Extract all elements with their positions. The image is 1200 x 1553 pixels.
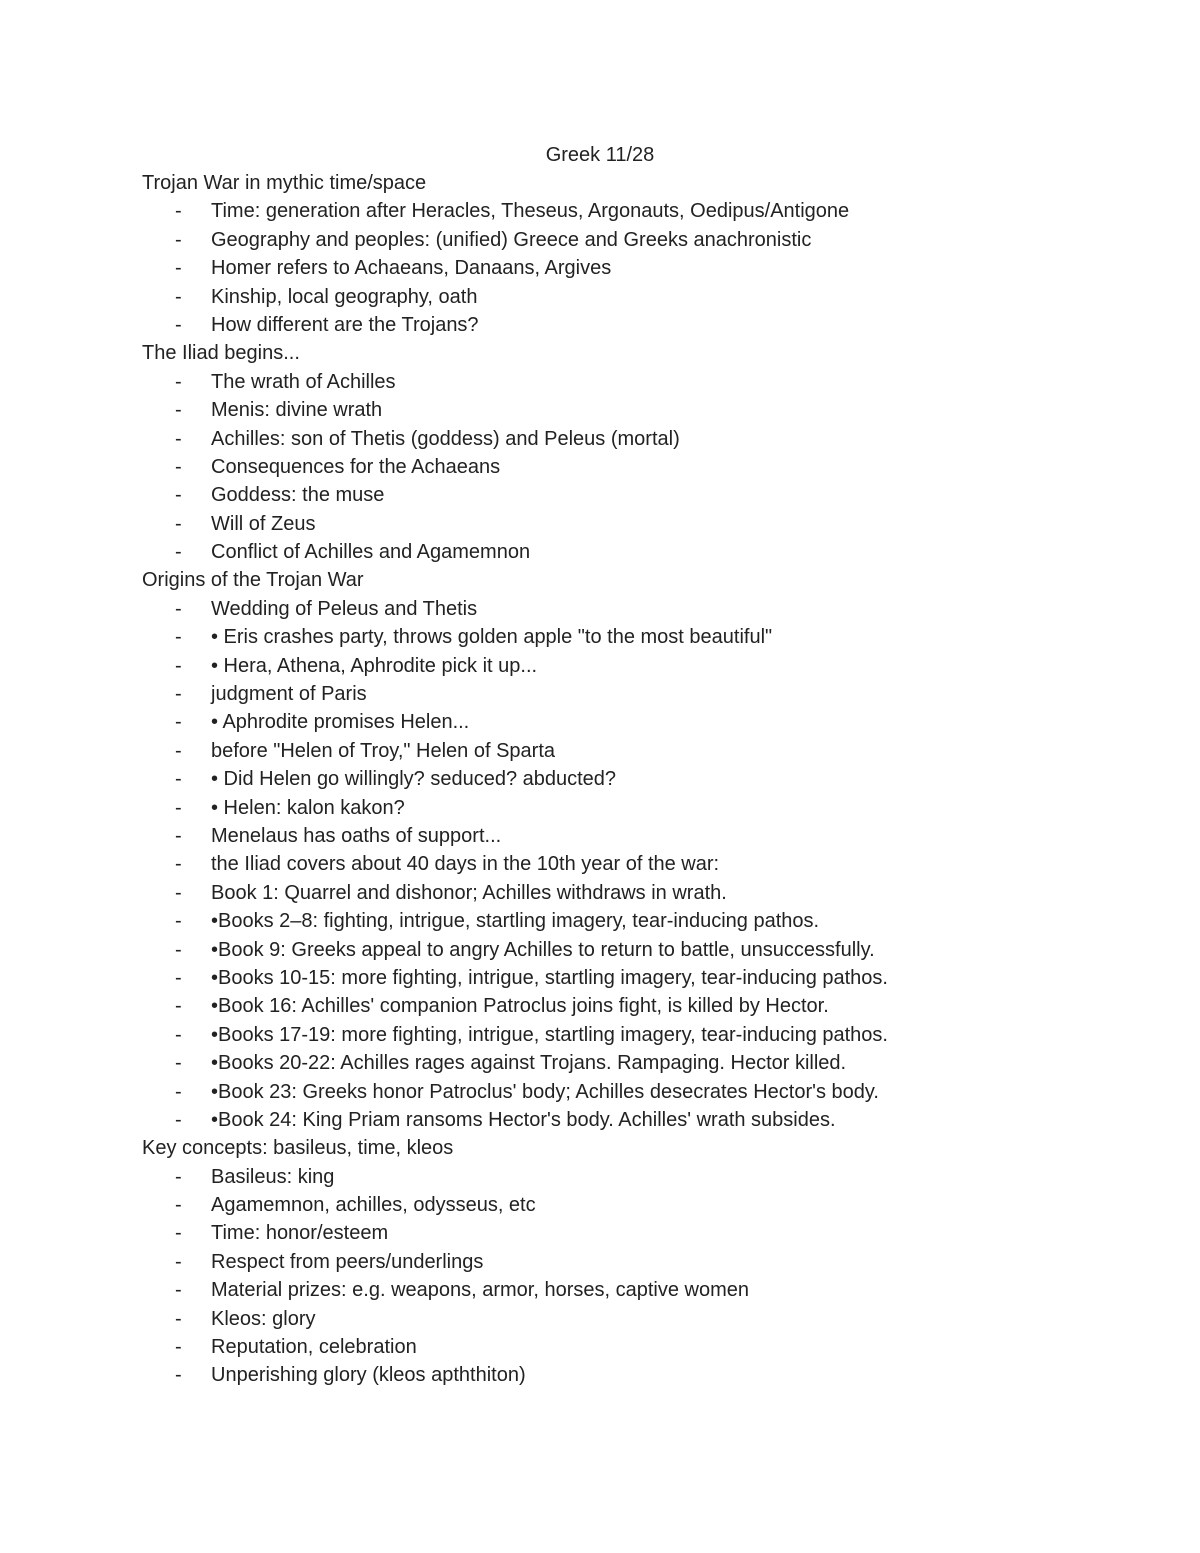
list-item [142, 1021, 1142, 1049]
dash-bullet: - [175, 1052, 182, 1075]
dash-bullet: - [175, 1080, 182, 1103]
list-item [142, 765, 1142, 793]
section-heading: Key concepts: basileus, time, kleos [142, 1137, 454, 1160]
dash-bullet: - [175, 711, 182, 734]
list-item-text: •Book 16: Achilles' companion Patroclus joins fight, is killed by Hector. [211, 995, 829, 1018]
dash-bullet: - [175, 427, 182, 450]
bullet-list [142, 1163, 1142, 1390]
list-item-text: Will of Zeus [211, 512, 316, 535]
list-item [142, 850, 1142, 878]
dash-bullet: - [175, 1250, 182, 1273]
dash-bullet: - [175, 910, 182, 933]
list-item [142, 737, 1142, 765]
list-item [142, 992, 1142, 1020]
list-item-text: Kinship, local geography, oath [211, 285, 478, 308]
dash-bullet: - [175, 1023, 182, 1046]
dash-bullet: - [175, 1307, 182, 1330]
list-item [142, 1219, 1142, 1247]
dash-bullet: - [175, 938, 182, 961]
dash-bullet: - [175, 1194, 182, 1217]
dash-bullet: - [175, 654, 182, 677]
list-item-text: Achilles: son of Thetis (goddess) and Peleus (mortal) [211, 427, 680, 450]
list-item [142, 396, 1142, 424]
list-item [142, 595, 1142, 623]
list-item [142, 822, 1142, 850]
notes-body [142, 169, 1142, 1390]
list-item [142, 680, 1142, 708]
list-item-text: Material prizes: e.g. weapons, armor, horses, captive women [211, 1279, 750, 1302]
list-item-text: Menis: divine wrath [211, 399, 383, 422]
list-item-text: judgment of Paris [211, 683, 367, 706]
list-item-text: •Book 23: Greeks honor Patroclus' body; Achilles desecrates Hector's body. [211, 1080, 879, 1103]
list-item [142, 936, 1142, 964]
dash-bullet: - [175, 1108, 182, 1131]
list-item [142, 226, 1142, 254]
dash-bullet: - [175, 1222, 182, 1245]
dash-bullet: - [175, 228, 182, 251]
list-item [142, 197, 1142, 225]
list-item-text: •Books 10-15: more fighting, intrigue, startling imagery, tear-inducing pathos. [211, 966, 888, 989]
bullet-list [142, 197, 1142, 339]
list-item-text: Kleos: glory [211, 1307, 316, 1330]
list-item-text: Consequences for the Achaeans [211, 455, 501, 478]
list-item [142, 794, 1142, 822]
list-item-text: Time: honor/esteem [211, 1222, 389, 1245]
list-item-text: •Books 17-19: more fighting, intrigue, startling imagery, tear-inducing pathos. [211, 1023, 888, 1046]
list-item-text: the Iliad covers about 40 days in the 10th year of the war: [211, 853, 720, 876]
list-item [142, 1106, 1142, 1134]
list-item-text: Wedding of Peleus and Thetis [211, 597, 478, 620]
dash-bullet: - [175, 683, 182, 706]
list-item-text: • Aphrodite promises Helen... [211, 711, 470, 734]
dash-bullet: - [175, 853, 182, 876]
list-item [142, 1276, 1142, 1304]
list-item [142, 1361, 1142, 1389]
list-item-text: Basileus: king [211, 1165, 335, 1188]
list-item-text: • Eris crashes party, throws golden apple "to the most beautiful" [211, 626, 773, 649]
list-item-text: • Helen: kalon kakon? [211, 796, 405, 819]
list-item-text: How different are the Trojans? [211, 313, 479, 336]
dash-bullet: - [175, 1165, 182, 1188]
list-item [142, 1333, 1142, 1361]
bullet-list [142, 368, 1142, 567]
dash-bullet: - [175, 824, 182, 847]
list-item [142, 510, 1142, 538]
list-item [142, 879, 1142, 907]
dash-bullet: - [175, 257, 182, 280]
list-item [142, 964, 1142, 992]
list-item-text: • Hera, Athena, Aphrodite pick it up... [211, 654, 538, 677]
list-item [142, 623, 1142, 651]
list-item [142, 1049, 1142, 1077]
dash-bullet: - [175, 313, 182, 336]
dash-bullet: - [175, 966, 182, 989]
list-item [142, 1191, 1142, 1219]
list-item [142, 538, 1142, 566]
list-item-text: Respect from peers/underlings [211, 1250, 484, 1273]
list-item [142, 283, 1142, 311]
list-item-text: Unperishing glory (kleos apththiton) [211, 1364, 526, 1387]
dash-bullet: - [175, 455, 182, 478]
section-heading: The Iliad begins... [142, 342, 300, 365]
list-item-text: before "Helen of Troy," Helen of Sparta [211, 739, 556, 762]
section-heading: Origins of the Trojan War [142, 569, 364, 592]
list-item [142, 453, 1142, 481]
dash-bullet: - [175, 200, 182, 223]
dash-bullet: - [175, 1336, 182, 1359]
list-item-text: Agamemnon, achilles, odysseus, etc [211, 1194, 536, 1217]
list-item-text: • Did Helen go willingly? seduced? abducted? [211, 768, 617, 791]
list-item-text: Homer refers to Achaeans, Danaans, Argives [211, 257, 612, 280]
list-item [142, 481, 1142, 509]
list-item-text: Menelaus has oaths of support... [211, 824, 502, 847]
dash-bullet: - [175, 995, 182, 1018]
list-item [142, 708, 1142, 736]
section-heading: Trojan War in mythic time/space [142, 172, 427, 194]
dash-bullet: - [175, 1279, 182, 1302]
dash-bullet: - [175, 370, 182, 393]
list-item [142, 1163, 1142, 1191]
list-item-text: Goddess: the muse [211, 484, 385, 507]
list-item-text: The wrath of Achilles [211, 370, 396, 393]
list-item [142, 425, 1142, 453]
dash-bullet: - [175, 796, 182, 819]
dash-bullet: - [175, 597, 182, 620]
list-item-text: Conflict of Achilles and Agamemnon [211, 541, 531, 564]
list-item-text: •Books 20-22: Achilles rages against Trojans. Rampaging. Hector killed. [211, 1052, 847, 1075]
list-item-text: Book 1: Quarrel and dishonor; Achilles withdraws in wrath. [211, 881, 727, 904]
dash-bullet: - [175, 541, 182, 564]
list-item [142, 254, 1142, 282]
dash-bullet: - [175, 1364, 182, 1387]
dash-bullet: - [175, 285, 182, 308]
list-item [142, 1078, 1142, 1106]
dash-bullet: - [175, 399, 182, 422]
dash-bullet: - [175, 768, 182, 791]
list-item-text: •Book 9: Greeks appeal to angry Achilles to return to battle, unsuccessfully. [211, 938, 875, 961]
list-item [142, 311, 1142, 339]
list-item [142, 652, 1142, 680]
page-title: Greek 11/28 [545, 144, 655, 166]
dash-bullet: - [175, 739, 182, 762]
list-item-text: Geography and peoples: (unified) Greece and Greeks anachronistic [211, 228, 812, 251]
list-item-text: •Books 2–8: fighting, intrigue, startling imagery, tear-inducing pathos. [211, 910, 820, 933]
list-item-text: Reputation, celebration [211, 1336, 417, 1359]
dash-bullet: - [175, 881, 182, 904]
list-item [142, 1305, 1142, 1333]
list-item [142, 1248, 1142, 1276]
bullet-list [142, 595, 1142, 1134]
list-item [142, 368, 1142, 396]
list-item-text: •Book 24: King Priam ransoms Hector's body. Achilles' wrath subsides. [211, 1108, 836, 1131]
dash-bullet: - [175, 626, 182, 649]
list-item [142, 907, 1142, 935]
list-item-text: Time: generation after Heracles, Theseus, Argonauts, Oedipus/Antigone [211, 200, 850, 223]
dash-bullet: - [175, 484, 182, 507]
dash-bullet: - [175, 512, 182, 535]
